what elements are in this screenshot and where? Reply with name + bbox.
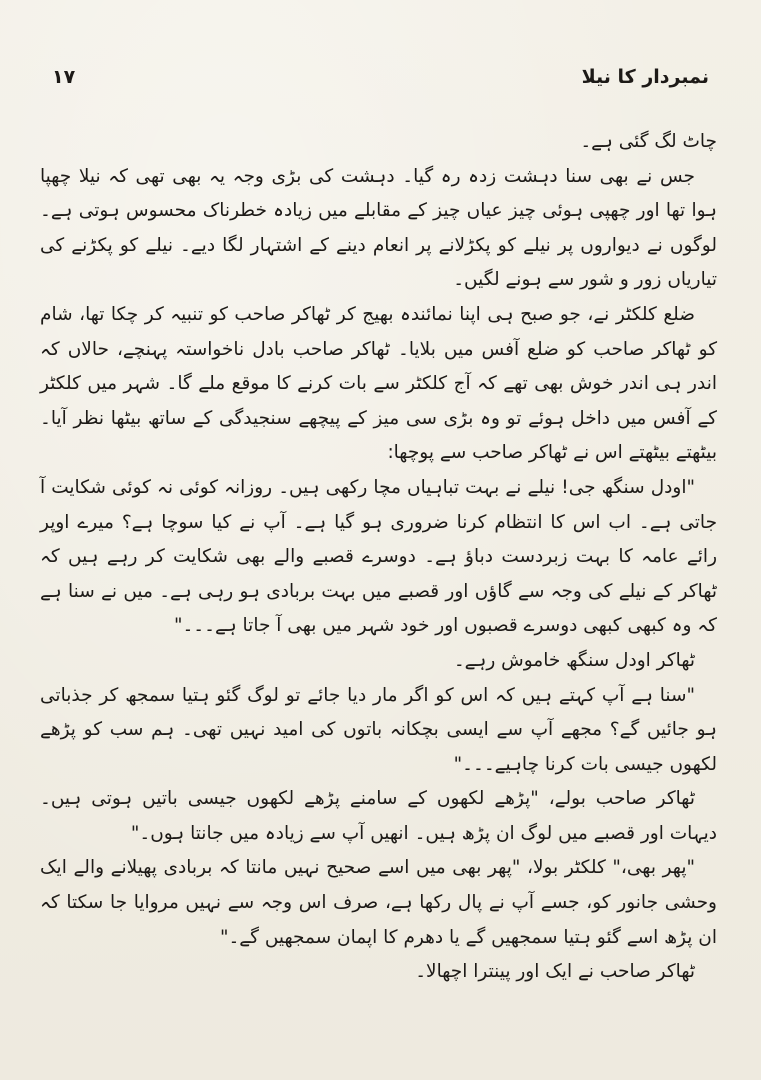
paragraph: جس نے بھی سنا دہشت زدہ رہ گیا۔ دہشت کی بڑی وجہ یہ بھی تھی کہ نیلا چھپا ہوا تھا اور چھپی ہوئی چیز عیاں چیز کے مقابلے میں زیادہ خطرناک محسوس ہوتی ہے۔ لوگوں نے دیواروں پر نیلے کو پکڑلانے پر انعام دینے کے اشتہار لگا دیے۔ نیلے کو پکڑنے کی تیاریاں زور و شور سے ہونے لگیں۔	[40, 165, 717, 291]
page-header	[52, 66, 709, 102]
paragraph: ضلع کلکٹر نے، جو صبح ہی اپنا نمائندہ بھیج کر ٹھاکر صاحب کو تنبیہ کر چکا تھا، شام کو ٹھاکر صاحب کو ضلع آفس میں بلایا۔ ٹھاکر صاحب بادل ناخواستہ پہنچے، حالاں کہ اندر ہی اندر خوش بھی تھے کہ آج کلکٹر سے بات کرنے کا موقع ملے گا۔ شہر میں کلکٹر کے آفس میں داخل ہوئے تو وہ بڑی سی میز کے پیچھے سنجیدگی کے ساتھ بیٹھا نظر آیا۔ بیٹھتے بیٹھتے اس نے ٹھاکر صاحب سے پوچھا:	[40, 303, 717, 464]
paragraph: ٹھاکر صاحب نے ایک اور پینترا اچھالا۔	[415, 961, 695, 983]
paragraph: "سنا ہے آپ کہتے ہیں کہ اس کو اگر مار دیا جائے تو لوگ گئو ہتیا سمجھ کر جذباتی ہو جائیں گے؟ مجھے آپ سے ایسی بچکانہ باتوں کی امید نہیں تھی۔ ہم سب کو پڑھے لکھوں جیسی بات کرنا چاہیے۔۔۔"	[40, 684, 717, 775]
paragraph: "اودل سنگھ جی! نیلے نے بہت تباہیاں مچا رکھی ہیں۔ روزانہ کوئی نہ کوئی شکایت آ جاتی ہے۔ اب اس کا انتظام کرنا ضروری ہو گیا ہے۔ آپ نے کیا سوچا ہے؟ میرے اوپر رائے عامہ کا بہت زبردست دباؤ ہے۔ دوسرے قصبے والے بھی شکایت کر رہے ہیں کہ ٹھاکر کے نیلے کی وجہ سے گاؤں اور قصبے میں بہت بربادی ہو رہی ہے۔ میں نے سنا ہے کہ وہ کبھی کبھی دوسرے قصبوں اور خود شہر میں بھی آ جاتا ہے۔۔۔"	[40, 476, 717, 637]
page-number: ۱۷	[52, 66, 76, 88]
paragraph: چاٹ لگ گئی ہے۔	[580, 131, 717, 152]
paragraph: ٹھاکر اودل سنگھ خاموش رہے۔	[453, 649, 695, 671]
paragraph: ٹھاکر صاحب بولے، "پڑھے لکھوں کے سامنے پڑھے لکھوں جیسی باتیں ہوتی ہیں۔ دیہات اور قصبے میں لوگ ان پڑھ ہیں۔ انھیں آپ سے زیادہ میں جانتا ہوں۔"	[40, 788, 717, 844]
running-title: نمبردار کا نیلا	[581, 66, 709, 88]
body-text	[40, 125, 717, 990]
paragraph: "پھر بھی،" کلکٹر بولا، "پھر بھی میں اسے صحیح نہیں مانتا کہ بربادی پھیلانے والے ایک وحشی جانور کو، جسے آپ نے پال رکھا ہے، صرف اس وجہ سے نہیں مروایا جا سکتا کہ ان پڑھ اسے گئو ہتیا سمجھیں گے یا دھرم کا اپمان سمجھیں گے۔"	[40, 857, 717, 948]
